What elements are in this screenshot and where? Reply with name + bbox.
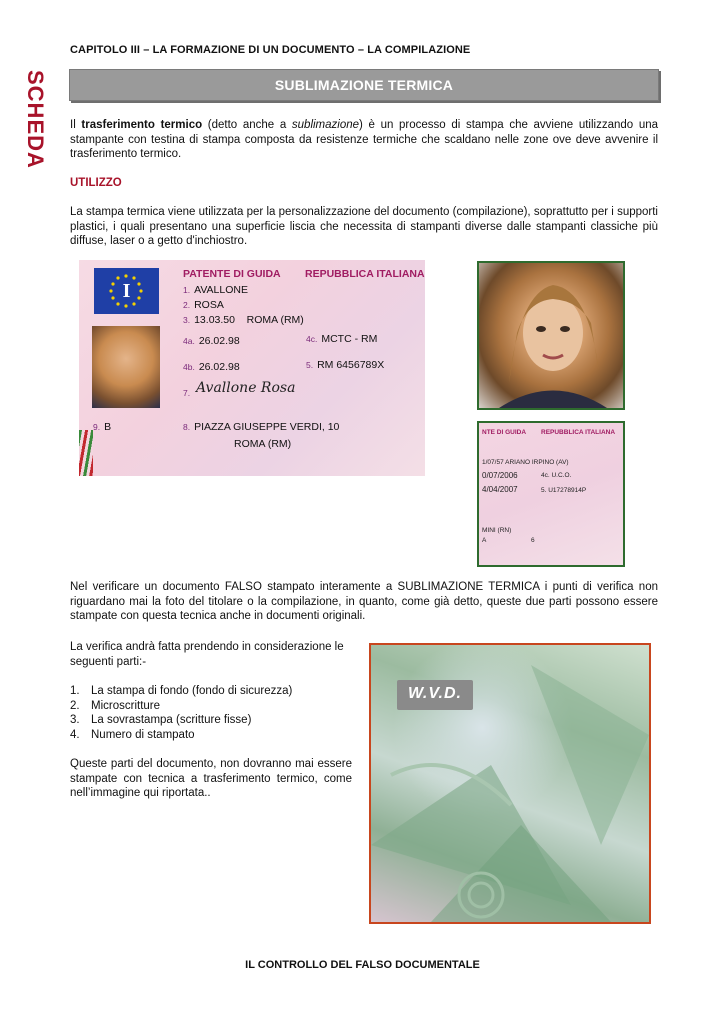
check-list — [70, 684, 352, 742]
license-field-5: 5. RM 6456789X — [306, 359, 385, 371]
intro-paragraph — [70, 118, 658, 162]
detail-line-3b: 5. U17278914P — [541, 487, 587, 494]
list-item: 3. La sovrastampa (scritture fisse) — [70, 714, 252, 727]
license-field-4b: 4b. 26.02.98 — [183, 361, 240, 373]
eu-flag-icon — [94, 268, 159, 314]
license-title: PATENTE DI GUIDA — [183, 268, 281, 280]
list-item: 1. La stampa di fondo (fondo di sicurezza) — [70, 685, 293, 697]
detail-title: NTE DI GUIDA — [482, 429, 527, 436]
detail-line-3: 4/04/2007 — [482, 485, 518, 494]
license-field-4c: 4c. MCTC - RM — [306, 333, 378, 345]
detail-line-5: A — [482, 537, 487, 544]
intro-bold-term: trasferimento termico — [81, 119, 203, 131]
license-field-2: 2. ROSA — [183, 299, 224, 311]
italian-flag-stripes — [79, 430, 93, 476]
license-field-7: 7. — [183, 388, 191, 398]
detail-line-5b: 6 — [531, 537, 535, 544]
detail-line-2: 0/07/2006 — [482, 471, 518, 480]
detail-republic: REPUBBLICA ITALIANA — [541, 429, 616, 436]
side-label-text: SCHEDA — [23, 70, 48, 169]
security-background-image — [369, 643, 651, 924]
verify-paragraph: Nel verificare un documento FALSO stampato interamente a SUBLIMAZIONE TERMICA i punti di verifica non riguardano mai la foto del titolare o la compilazione, in quanto, come già detto, queste due parti possono essere stampate con questa tecnica anche in documenti originali. — [70, 581, 658, 623]
list-item: 4. Numero di stampato — [70, 728, 195, 741]
wvd-logo-text: W.V.D. — [407, 685, 462, 702]
license-holder-photo — [92, 326, 160, 408]
portrait-face-icon — [479, 263, 623, 408]
intro-pre: Il — [70, 119, 82, 131]
driving-license-image — [79, 260, 425, 476]
intro-italic-term: sublimazione — [291, 119, 360, 131]
license-field-4a: 4a. 26.02.98 — [183, 335, 240, 347]
list-item: 2. Microscritture — [70, 699, 161, 712]
section-title: SUBLIMAZIONE TERMICA — [274, 77, 454, 93]
holder-portrait-closeup — [477, 261, 625, 410]
section-title-bar — [69, 69, 659, 101]
license-field-8-city: ROMA (RM) — [234, 438, 292, 450]
license-field-3: 3. 13.03.50 ROMA (RM) — [183, 314, 304, 326]
license-signature: Avallone Rosa — [196, 380, 296, 396]
subheading-utilizzo: UTILIZZO — [70, 177, 122, 189]
chapter-heading: CAPITOLO III – LA FORMAZIONE DI UN DOCUMENTO – LA COMPILAZIONE — [70, 44, 471, 56]
detail-line-2b: 4c. U.C.O. — [541, 472, 572, 479]
check-intro: La verifica andrà fatta prendendo in considerazione le seguenti parti:- — [70, 641, 344, 668]
country-letter: I — [122, 280, 131, 302]
closing-paragraph: Queste parti del documento, non dovranno mai essere stampate con tecnica a trasferimento termico, come nell’immagine qui riportata.. — [70, 758, 352, 800]
usage-paragraph: La stampa termica viene utilizzata per la personalizzazione del documento (compilazione), soprattutto per i supporti plastici, i quali presentano una superficie liscia che necessita di stampanti diverse dalle stampanti classiche più diffuse, laser o a getto d'inchiostro. — [70, 206, 658, 248]
license-field-9: 9. B — [93, 421, 112, 433]
license-republic: REPUBBLICA ITALIANA — [305, 268, 425, 280]
detail-line-4: MINI (RN) — [482, 527, 512, 534]
footer-title: IL CONTROLLO DEL FALSO DOCUMENTALE — [245, 959, 480, 971]
license-detail-closeup — [477, 421, 625, 567]
intro-mid: (detto anche a — [202, 119, 292, 131]
license-field-1: 1. AVALLONE — [183, 284, 248, 296]
side-label-scheda — [18, 66, 58, 186]
intro-post: ) è un processo di stampa che avviene utilizzando una stampante con testina di stampa composta da resistenze termiche che scaldano nelle zone ove deve avvenire il trasferimento termico. — [70, 119, 659, 161]
license-field-8: 8. PIAZZA GIUSEPPE VERDI, 10 — [183, 421, 340, 433]
wvd-logo — [397, 680, 473, 710]
detail-line-1: 1/07/57 ARIANO IRPINO (AV) — [482, 459, 569, 466]
